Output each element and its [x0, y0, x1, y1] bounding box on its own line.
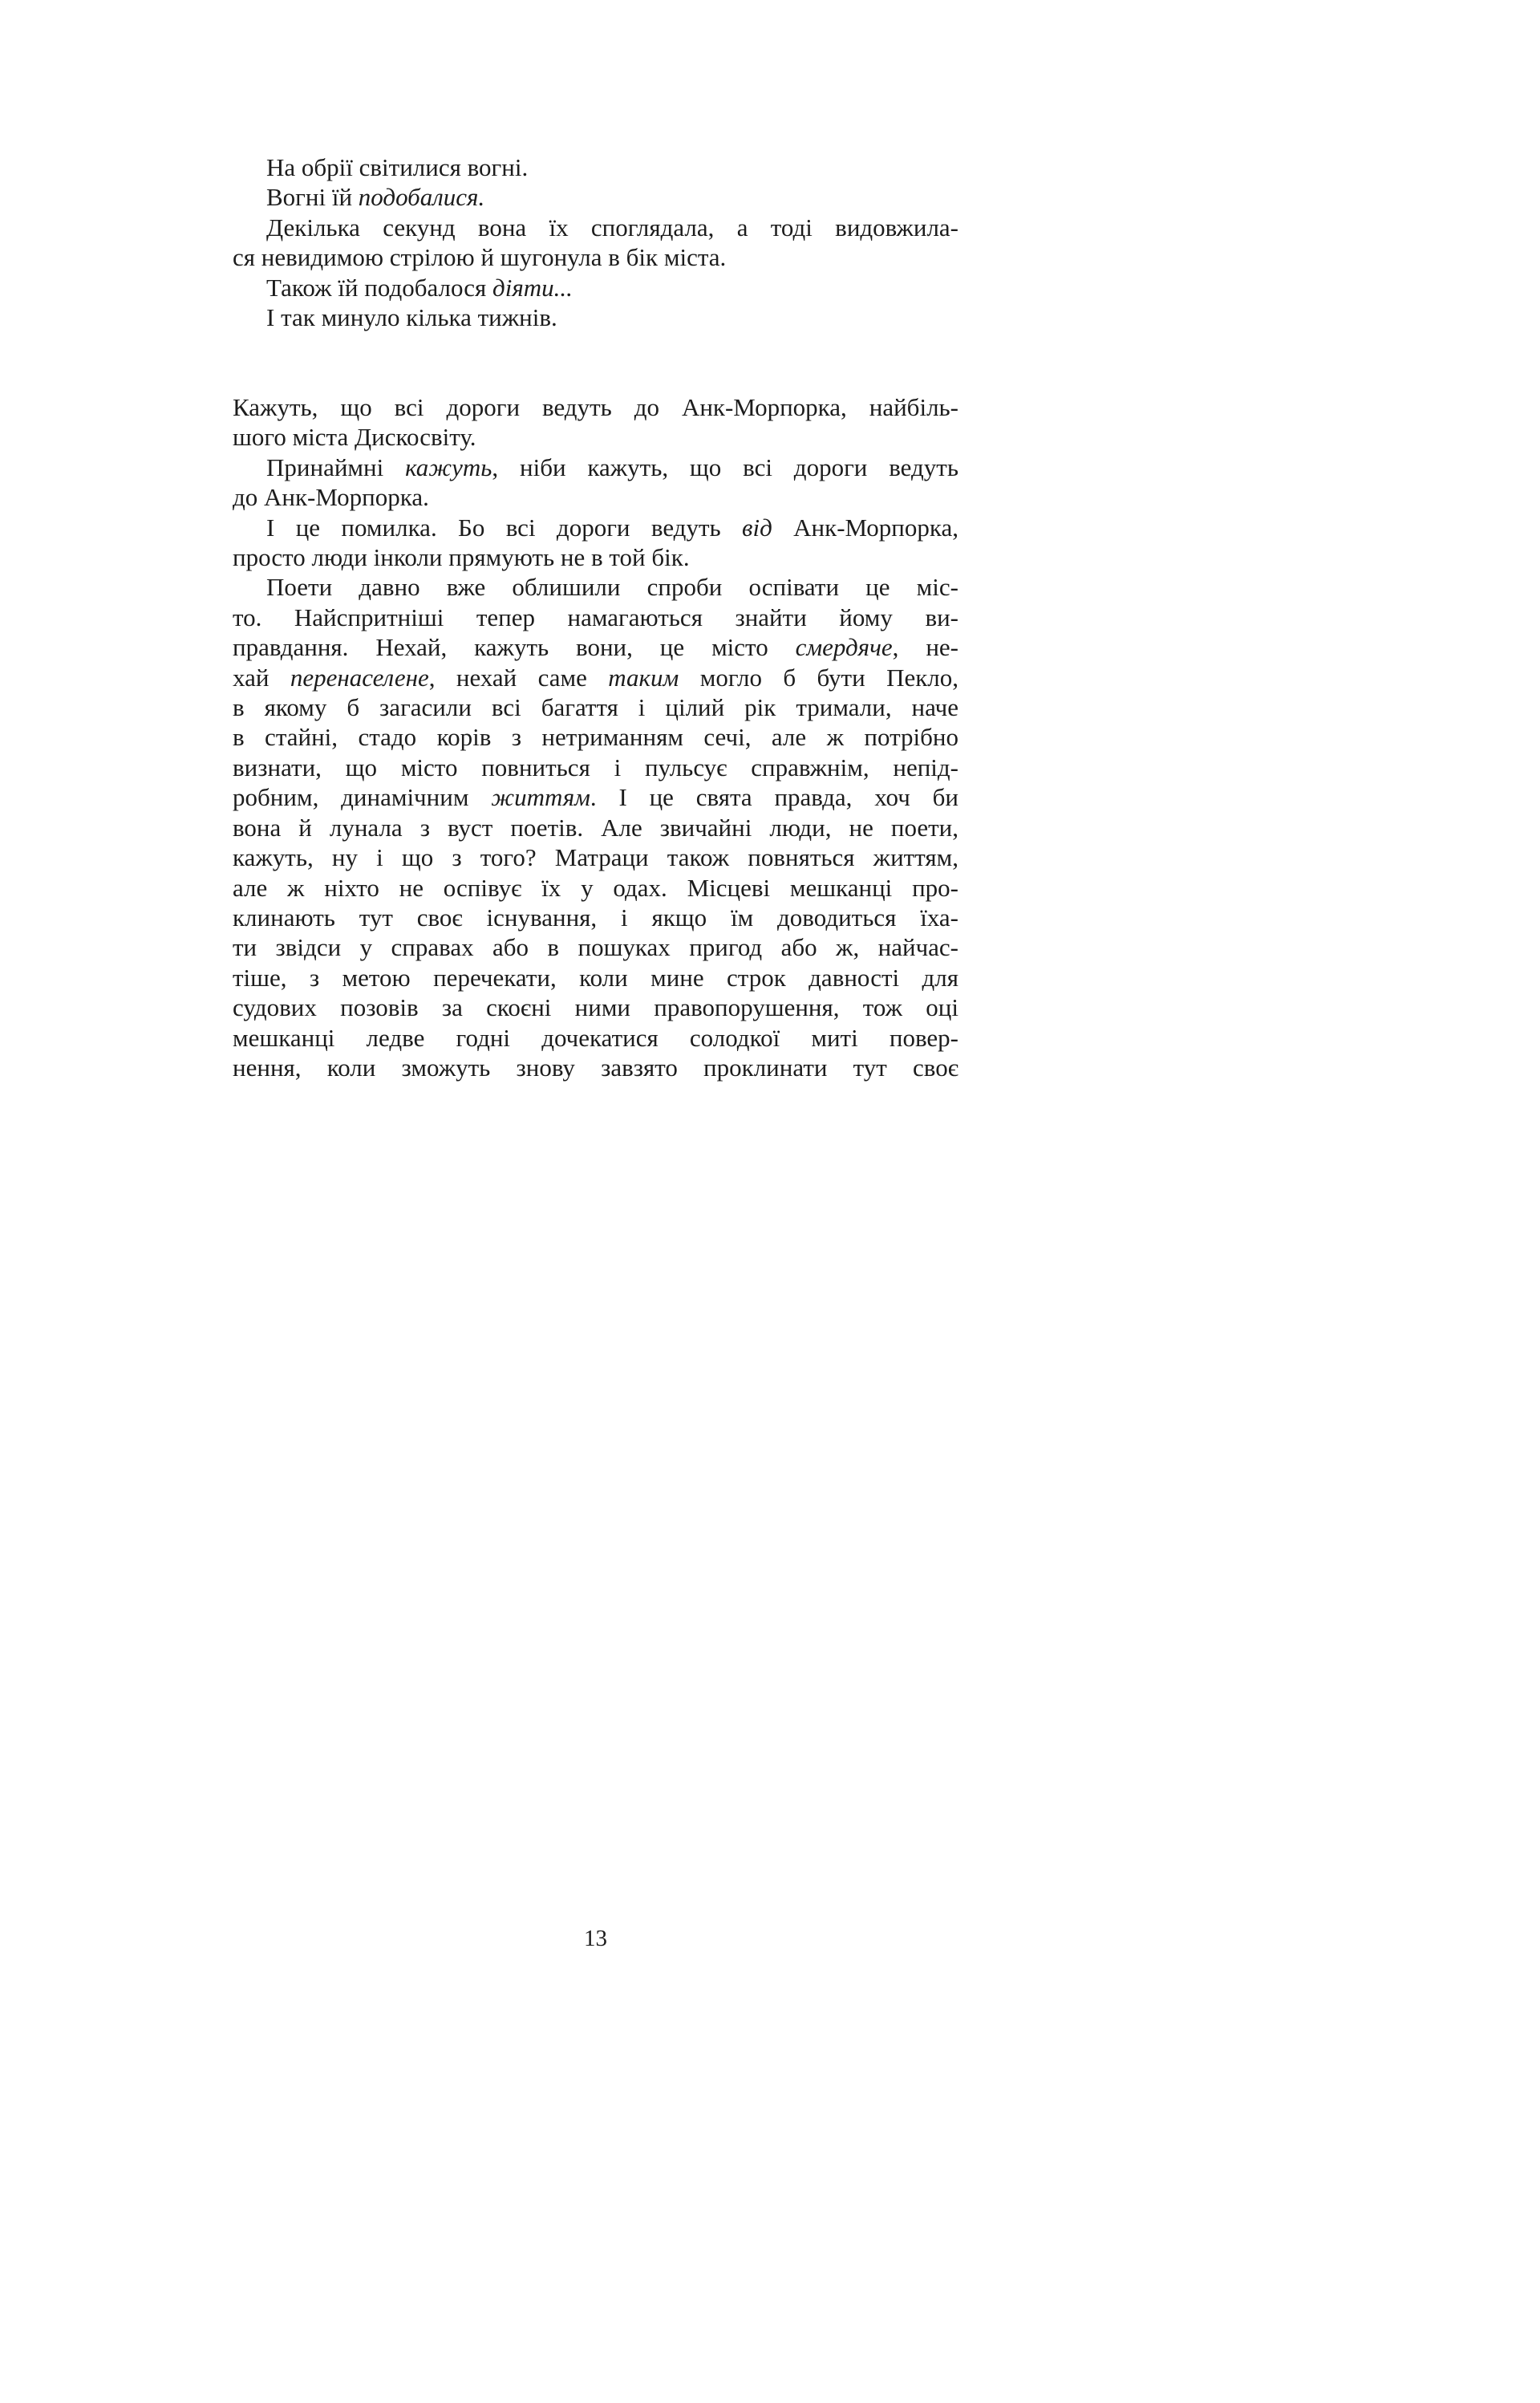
text-line — [233, 753, 958, 782]
text-run: ти звідси у справах або в пошуках пригод або ж, найчас- — [233, 933, 958, 962]
text-line — [233, 842, 958, 872]
text-line — [233, 453, 958, 482]
text-run: визнати, що місто повниться і пульсує справжнім, непід- — [233, 753, 958, 781]
text-run: нення, коли зможуть знову завзято проклинати тут своє — [233, 1053, 958, 1082]
italic-text-run: від — [742, 513, 772, 542]
page-number: 13 — [584, 1926, 607, 1951]
text-line — [233, 273, 958, 302]
text-line — [233, 1023, 958, 1053]
italic-text-run: смердяче — [795, 633, 893, 662]
text-line — [233, 813, 958, 842]
text-line — [233, 663, 958, 692]
text-run: Принаймні — [266, 453, 406, 481]
italic-text-run: кажуть — [405, 453, 492, 481]
italic-text-run: таким — [608, 663, 679, 692]
text-run: , ніби кажуть, що всі дороги ведуть — [492, 453, 958, 481]
text-run: . І це свята правда, хоч би — [590, 783, 958, 812]
text-line — [233, 482, 958, 512]
text-line — [233, 932, 958, 962]
text-line — [233, 572, 958, 602]
text-run: судових позовів за скоєні ними правопорушення, тож оці — [233, 993, 958, 1022]
text-run: правдання. Нехай, кажуть вони, це місто — [233, 633, 796, 662]
text-run: Вогні їй — [266, 183, 359, 212]
italic-text-run: перенаселене — [290, 663, 429, 692]
text-line — [233, 692, 958, 722]
text-block-opening — [233, 152, 958, 332]
text-run: але ж ніхто не оспівує їх у одах. Місцеві мешканці про- — [233, 873, 958, 902]
text-run: в стайні, стадо корів з нетриманням сечі, але ж потрібно — [233, 723, 958, 752]
text-run: На обрії світилися вогні. — [266, 153, 529, 181]
text-run: І це помилка. Бо всі дороги ведуть — [266, 513, 743, 542]
text-line — [233, 722, 958, 752]
text-block-chapter — [233, 392, 958, 1082]
text-run: , не- — [892, 633, 958, 662]
text-line — [233, 392, 958, 422]
text-run: Кажуть, що всі дороги ведуть до Анк-Морпорка, найбіль- — [233, 393, 958, 421]
text-run: Анк-Морпорка, — [772, 513, 958, 542]
text-line — [233, 542, 958, 572]
text-run: тіше, з метою перечекати, коли мине строк давності для — [233, 963, 958, 992]
text-run: , нехай саме — [428, 663, 609, 692]
italic-text-run: діяти... — [492, 273, 573, 302]
text-run: ся невидимою стрілою й шугонула в бік міста. — [233, 243, 727, 272]
italic-text-run: життям — [491, 783, 590, 812]
text-line — [233, 963, 958, 992]
text-line — [233, 603, 958, 632]
text-line — [233, 513, 958, 542]
text-line — [233, 632, 958, 662]
text-line — [233, 213, 958, 242]
text-line — [233, 903, 958, 932]
text-line — [233, 422, 958, 452]
text-run: вона й лунала з вуст поетів. Але звичайні люди, не поети, — [233, 813, 958, 842]
text-line — [233, 873, 958, 903]
text-run: то. Найспритніші тепер намагаються знайти йому ви- — [233, 603, 958, 631]
text-run: Декілька секунд вона їх споглядала, а тоді видовжила- — [266, 213, 958, 242]
text-run: робним, динамічним — [233, 783, 492, 812]
text-run: до Анк-Морпорка. — [233, 483, 429, 512]
text-run: Також їй подобалося — [266, 273, 493, 302]
text-run: просто люди інколи прямують не в той бік. — [233, 543, 690, 572]
text-run: мешканці ледве годні дочекатися солодкої миті повер- — [233, 1023, 958, 1052]
italic-text-run: подобалися. — [358, 183, 485, 212]
text-run: І так минуло кілька тижнів. — [266, 303, 557, 332]
text-run: шого міста Дискосвіту. — [233, 423, 476, 452]
text-line — [233, 302, 958, 332]
text-line — [233, 782, 958, 812]
text-run: в якому б загасили всі багаття і цілий рік тримали, наче — [233, 693, 958, 722]
text-run: Поети давно вже облишили спроби оспівати це міс- — [266, 573, 958, 602]
text-line — [233, 992, 958, 1022]
text-line — [233, 182, 958, 212]
text-line — [233, 1053, 958, 1082]
text-run: кажуть, ну і що з того? Матраци також повняться життям, — [233, 843, 958, 872]
text-run: могло б бути Пекло, — [679, 663, 958, 692]
text-run: клинають тут своє існування, і якщо їм доводиться їха- — [233, 903, 958, 932]
text-line — [233, 152, 958, 182]
text-run: хай — [233, 663, 290, 692]
text-line — [233, 242, 958, 272]
